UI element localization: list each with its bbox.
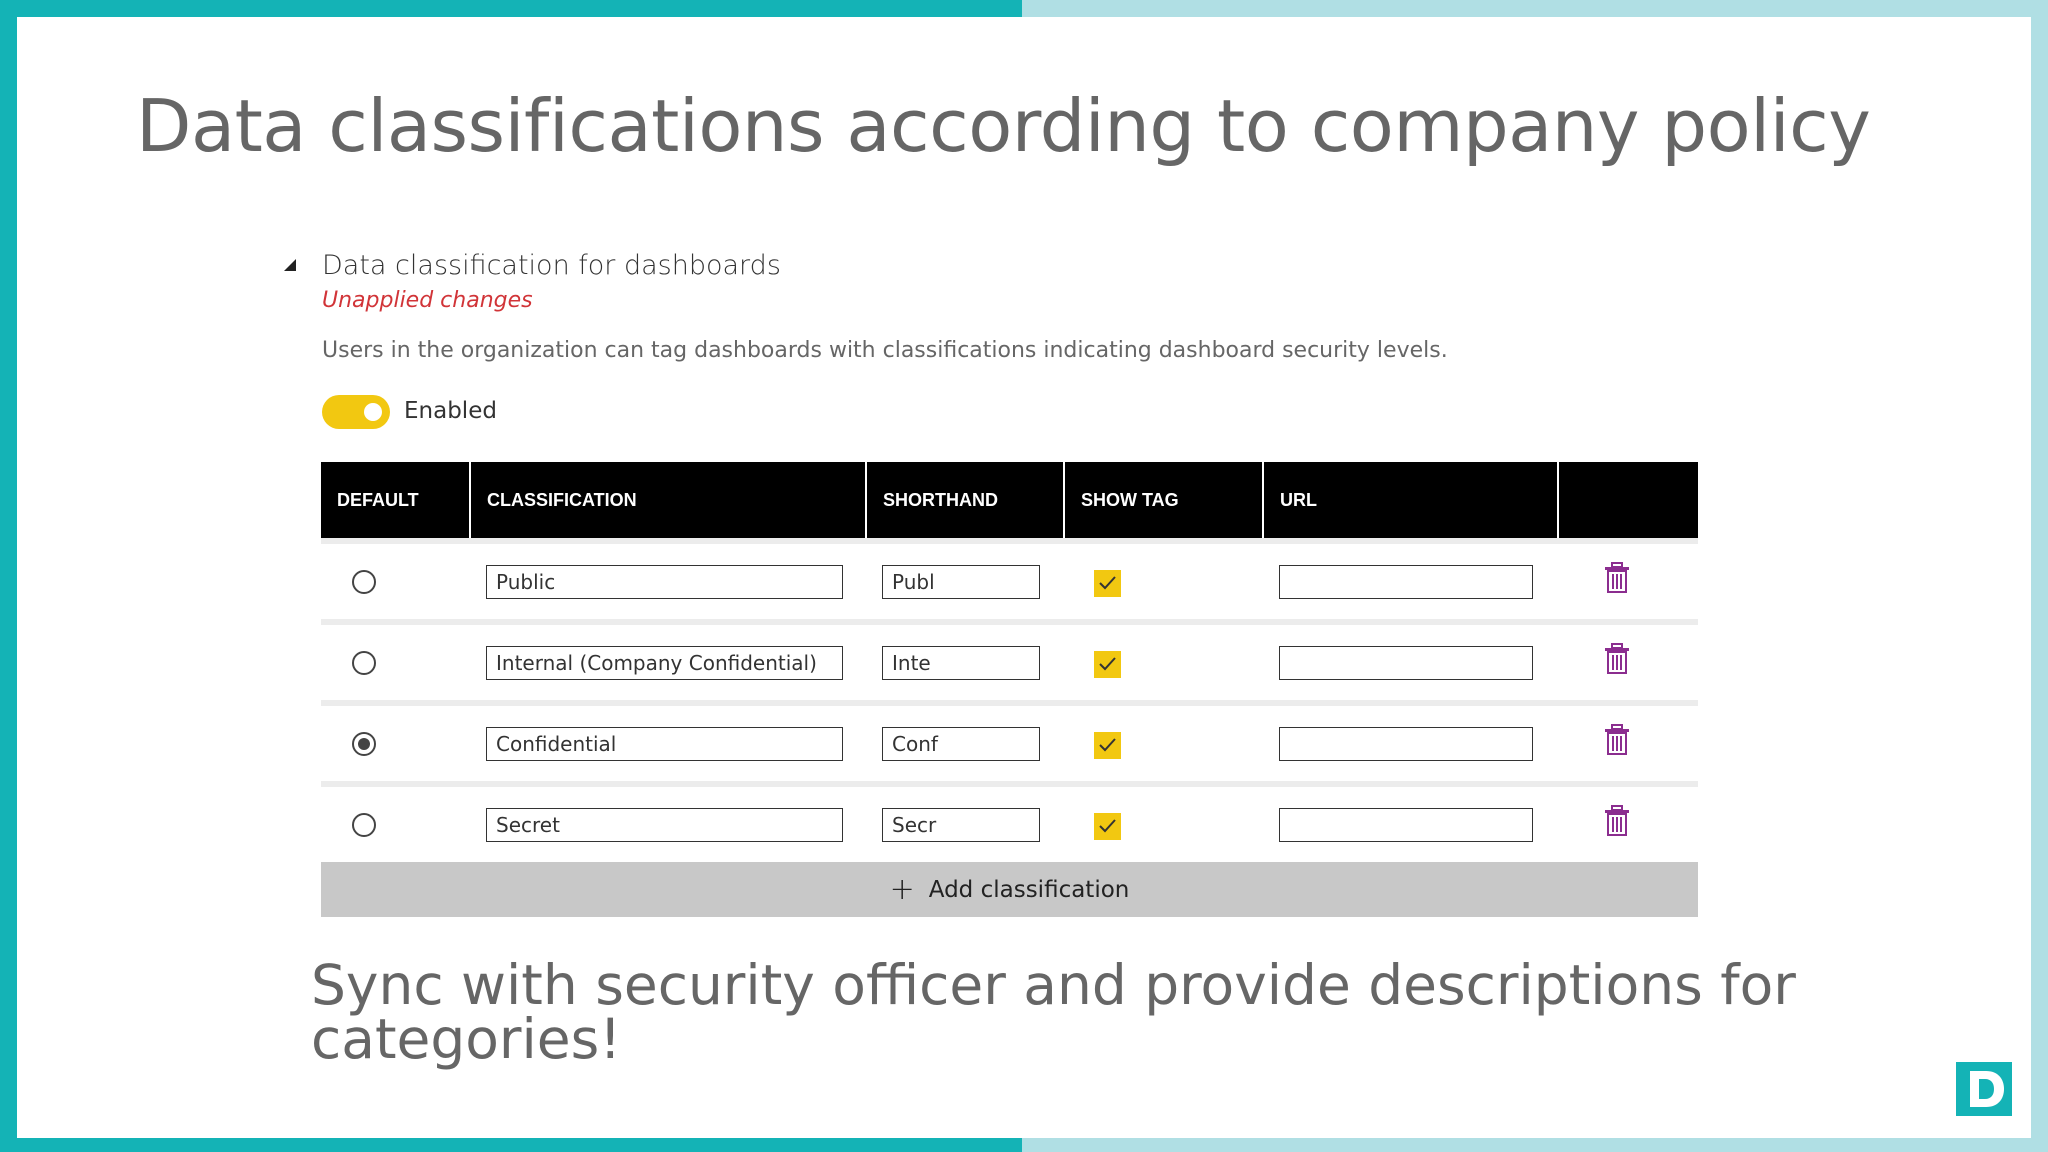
show-tag-checkbox[interactable] <box>1094 651 1121 678</box>
default-radio[interactable] <box>352 651 376 675</box>
section-title[interactable]: Data classification for dashboards <box>322 250 781 281</box>
table-row <box>321 619 1698 700</box>
url-input[interactable] <box>1279 565 1533 599</box>
table-header <box>321 462 1698 538</box>
toggle-label: Enabled <box>404 398 497 424</box>
header-url: URL <box>1280 490 1317 510</box>
header-classification: CLASSIFICATION <box>487 490 637 510</box>
default-radio[interactable] <box>352 732 376 756</box>
frame-top-light <box>1022 0 2048 17</box>
show-tag-checkbox[interactable] <box>1094 813 1121 840</box>
url-input[interactable] <box>1279 646 1533 680</box>
add-classification-label: Add classification <box>928 877 1130 903</box>
caret-down-icon[interactable] <box>284 259 296 271</box>
header-default: DEFAULT <box>337 490 419 510</box>
section-description: Users in the organization can tag dashboards with classifications indicating dashboard security levels. <box>322 338 1448 363</box>
trash-icon[interactable] <box>1604 562 1630 594</box>
trash-icon[interactable] <box>1604 643 1630 675</box>
header-show-tag: SHOW TAG <box>1081 490 1179 510</box>
logo-icon <box>1956 1062 2012 1116</box>
trash-icon[interactable] <box>1604 724 1630 756</box>
shorthand-input[interactable]: Conf <box>882 727 1040 761</box>
toggle-knob <box>364 403 382 421</box>
check-icon <box>1099 657 1116 671</box>
slide-note: Sync with security officer and provide descriptions for categories! <box>311 953 1796 1071</box>
enabled-toggle[interactable] <box>322 395 390 429</box>
slide-title: Data classifications according to company policy <box>136 84 1871 168</box>
classification-input[interactable]: Public <box>486 565 843 599</box>
add-classification-button[interactable] <box>321 862 1698 917</box>
classification-input[interactable]: Secret <box>486 808 843 842</box>
header-actions <box>1559 462 1698 538</box>
shorthand-input[interactable]: Publ <box>882 565 1040 599</box>
shorthand-input[interactable]: Secr <box>882 808 1040 842</box>
url-input[interactable] <box>1279 727 1533 761</box>
default-radio[interactable] <box>352 570 376 594</box>
default-radio[interactable] <box>352 813 376 837</box>
logo-mark <box>1956 1062 2012 1116</box>
table-row <box>321 781 1698 862</box>
table-row <box>321 700 1698 781</box>
check-icon <box>1099 738 1116 752</box>
unapplied-changes-status: Unapplied changes <box>322 288 533 313</box>
frame-top-accent <box>0 0 1022 17</box>
url-input[interactable] <box>1279 808 1533 842</box>
classification-input[interactable]: Internal (Company Confidential) <box>486 646 843 680</box>
header-shorthand: SHORTHAND <box>883 490 998 510</box>
classification-input[interactable]: Confidential <box>486 727 843 761</box>
shorthand-input[interactable]: Inte <box>882 646 1040 680</box>
plus-icon: + <box>889 872 915 907</box>
show-tag-checkbox[interactable] <box>1094 570 1121 597</box>
check-icon <box>1099 576 1116 590</box>
frame-left <box>0 0 17 1152</box>
frame-bottom-light <box>1022 1138 2048 1152</box>
table-row <box>321 538 1698 619</box>
frame-bottom-accent <box>0 1138 1022 1152</box>
check-icon <box>1099 819 1116 833</box>
frame-right <box>2031 0 2048 1152</box>
trash-icon[interactable] <box>1604 805 1630 837</box>
classification-table <box>321 462 1698 917</box>
show-tag-checkbox[interactable] <box>1094 732 1121 759</box>
